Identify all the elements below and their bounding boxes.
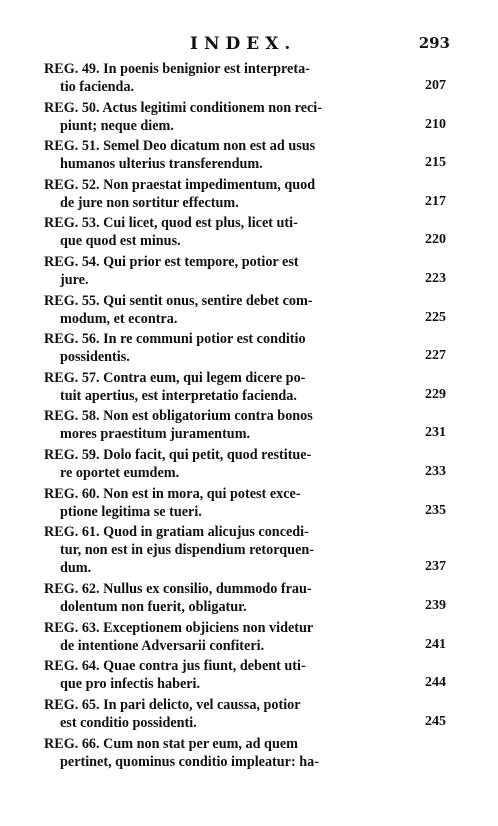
index-entry [44,485,450,524]
entry-page-ref: 233 [425,463,446,479]
entry-line-1: REG. 66. Cum non stat per eum, ad quem [44,735,298,752]
entry-line-2: humanos ulterius transferendum. [60,156,263,173]
entry-line-2: de intentione Adversarii confiteri. [60,637,265,654]
entry-page-ref: 223 [425,270,446,286]
entry-line-1: REG. 54. Qui prior est tempore, potior est [44,253,299,270]
entry-line-1: REG. 64. Quae contra jus fiunt, debent uti- [44,658,306,675]
index-entry [44,735,450,774]
entry-line-2: dolentum non fuerit, obligatur. [60,599,247,616]
entry-line-1: REG. 60. Non est in mora, qui potest exce- [44,485,301,502]
entry-line-1: REG. 61. Quod in gratiam alicujus concedi- [44,524,309,541]
entry-line-3: dum. [60,560,92,577]
entry-page-ref: 244 [425,675,446,691]
entry-line-2: tio facienda. [60,79,135,95]
index-entry [44,446,450,485]
entry-line-1: REG. 65. In pari delicto, vel caussa, potior [44,696,301,713]
index-entry [44,523,450,580]
entry-line-2: pertinet, quominus conditio impleatur: ha- [60,753,319,770]
entry-line-2: re oportet eumdem. [60,464,180,481]
index-entry [44,696,450,735]
entry-line-1: REG. 52. Non praestat impedimentum, quod [44,176,316,193]
entry-page-ref: 237 [425,559,446,575]
index-entry [44,99,450,138]
index-entry [44,137,450,176]
entry-line-1: REG. 62. Nullus ex consilio, dummodo frau- [44,581,312,598]
entry-line-2: possidentis. [60,349,130,366]
entry-page-ref: 235 [425,502,446,518]
entry-page-ref: 241 [425,636,446,652]
index-entry [44,580,450,619]
entry-line-2: tuit apertius, est interpretatio facienda. [60,387,297,404]
entry-line-1: REG. 63. Exceptionem objiciens non videtur [44,619,314,636]
index-entry [44,292,450,331]
entry-page-ref: 239 [425,598,446,614]
entry-line-2: que pro infectis haberi. [60,676,201,693]
index-entry [44,214,450,253]
entry-line-2: de jure non sortitur effectum. [60,194,239,211]
entry-page-ref: 207 [425,78,446,93]
entry-line-2: est conditio possidenti. [60,714,197,731]
entry-line-1: REG. 55. Qui sentit onus, sentire debet com- [44,292,313,309]
entry-line-1: REG. 56. In re communi potior est conditio [44,331,306,348]
page-number: 293 [418,34,450,52]
entry-page-ref: 217 [425,193,446,209]
entry-line-1: REG. 57. Contra eum, qui legem dicere po- [44,369,306,386]
entry-page-ref: 231 [425,425,446,441]
entry-line-2: mores praestitum juramentum. [60,426,251,443]
entry-line-1: REG. 51. Semel Deo dicatum non est ad usus [44,138,316,155]
entry-line-2: jure. [60,271,89,288]
entry-page-ref: 245 [425,713,446,729]
entry-line-1: REG. 58. Non est obligatorium contra bonos [44,408,313,425]
entry-line-2: tur, non est in ejus dispendium retorquen- [60,542,314,559]
index-entry [44,60,450,99]
index-entry [44,330,450,369]
entry-page-ref: 225 [425,309,446,325]
entry-page-ref: 227 [425,348,446,364]
entry-page-ref: 220 [425,232,446,248]
entry-page-ref: 229 [425,386,446,402]
entry-line-2: modum, et econtra. [60,310,178,327]
index-entry [44,253,450,292]
index-entry [44,619,450,658]
entry-line-2: que quod est minus. [60,233,181,250]
entry-line-1: REG. 49. In poenis benignior est interpreta- [44,61,310,77]
entry-line-2: piunt; neque diem. [60,117,174,134]
entry-line-1: REG. 59. Dolo facit, qui petit, quod restitue- [44,446,312,463]
running-head: INDEX. [190,34,297,54]
index-entry [44,369,450,408]
entry-page-ref: 215 [425,155,446,171]
entry-line-1: REG. 50. Actus legitimi conditionem non reci- [44,99,322,116]
index-entries [44,60,450,773]
entry-page-ref: 210 [425,116,446,132]
entry-line-1: REG. 53. Cui licet, quod est plus, licet uti- [44,215,298,232]
entry-line-2: ptione legitima se tueri. [60,503,202,520]
index-entry [44,407,450,446]
page-header [40,34,450,54]
index-entry [44,657,450,696]
index-entry [44,176,450,215]
